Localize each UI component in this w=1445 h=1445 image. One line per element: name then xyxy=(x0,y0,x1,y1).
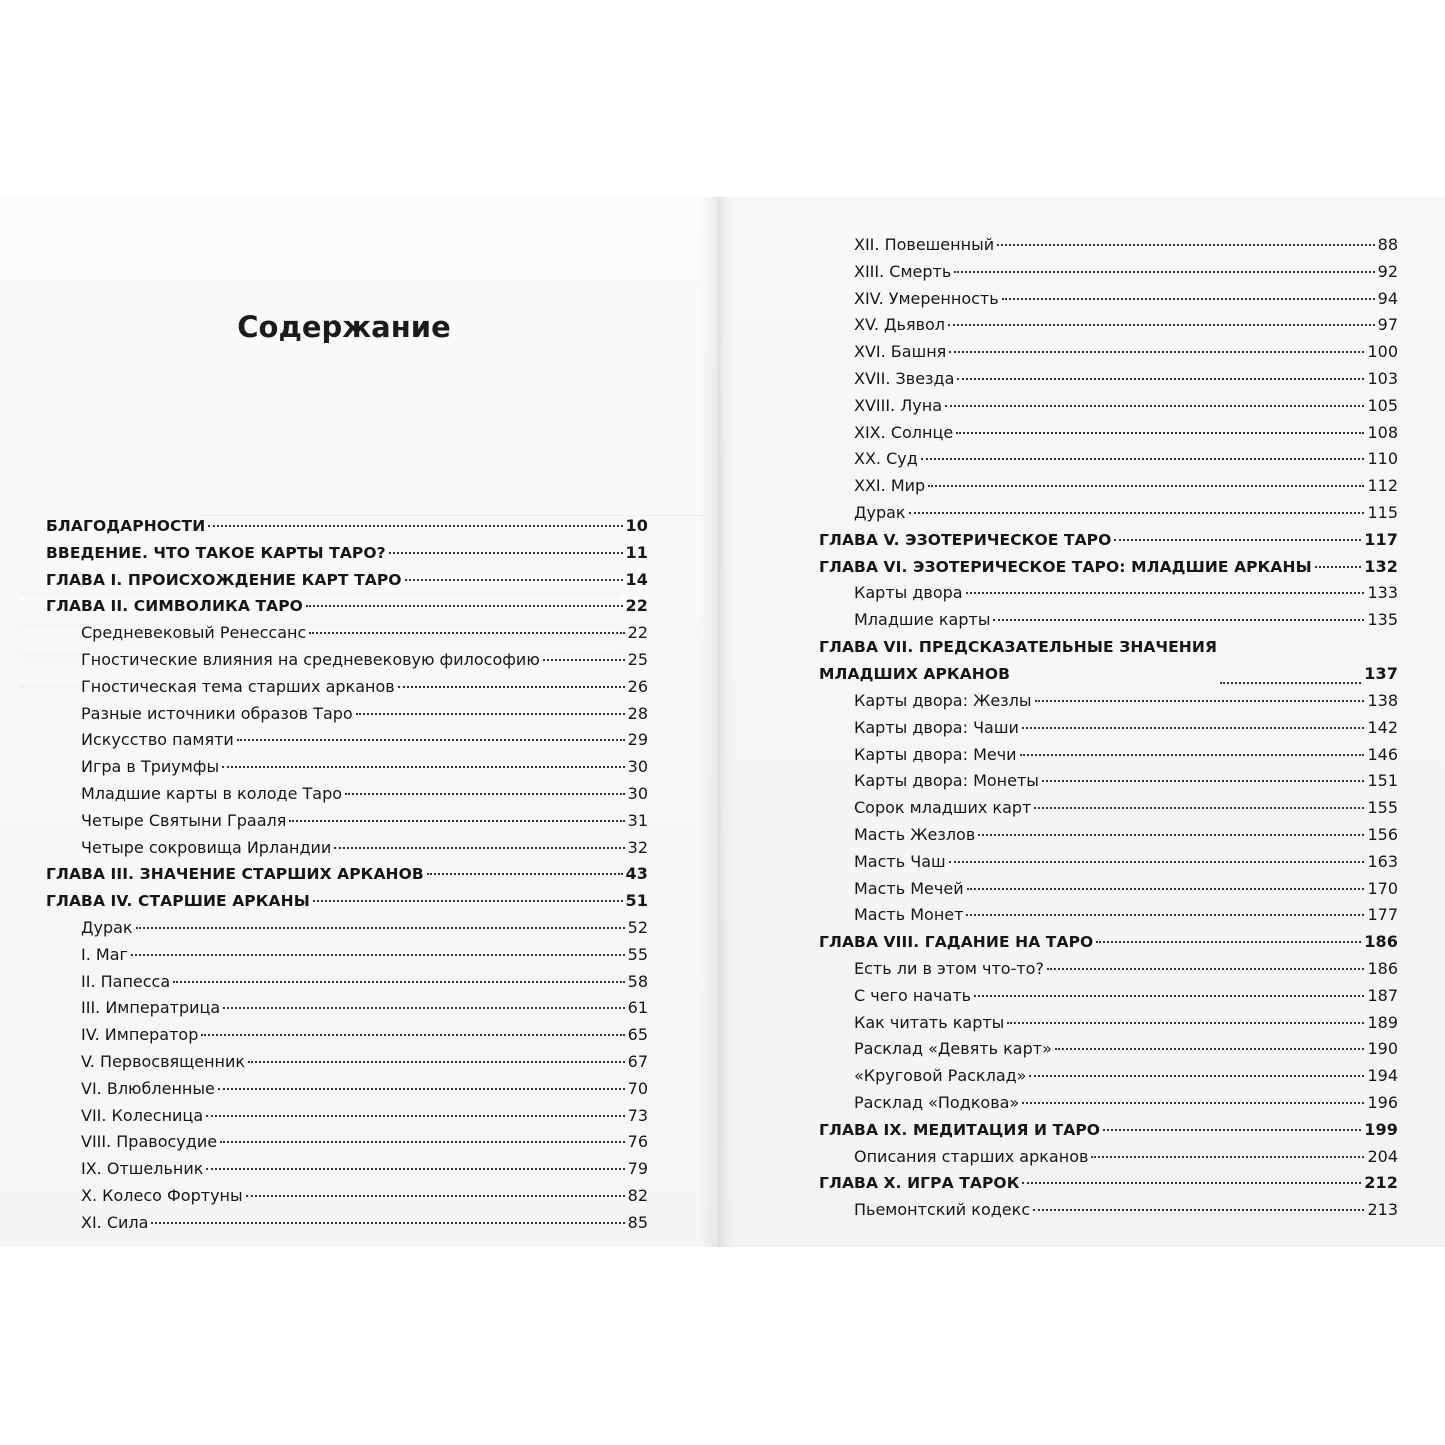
toc-entry-label: Есть ли в этом что-то? xyxy=(854,958,1044,978)
toc-page-number: 142 xyxy=(1367,717,1398,737)
book-spread xyxy=(0,197,1445,1247)
toc-entry-label: Младшие карты в колоде Таро xyxy=(81,783,343,803)
toc-entry-label: Четыре Святыни Грааля xyxy=(81,810,287,830)
dot-leader xyxy=(1034,807,1364,809)
toc-section-entry xyxy=(819,742,1398,769)
toc-entry-label: Описания старших арканов xyxy=(854,1146,1089,1166)
toc-page-number: 97 xyxy=(1377,315,1398,335)
toc-page-number: 103 xyxy=(1367,368,1398,388)
toc-entry-label: IX. Отшельник xyxy=(81,1159,204,1179)
toc-page-number: 61 xyxy=(627,998,648,1018)
toc-entry-label-line2: МЛАДШИХ АРКАНОВ xyxy=(819,664,1011,683)
toc-left-column xyxy=(46,513,648,1237)
toc-page-number: 67 xyxy=(627,1051,648,1071)
toc-page-number: 65 xyxy=(627,1025,648,1045)
toc-entry-label: XII. Повешенный xyxy=(854,235,995,254)
toc-chapter-entry xyxy=(819,1117,1398,1144)
dot-leader xyxy=(949,351,1364,353)
toc-entry-label: Младшие карты xyxy=(854,610,991,630)
toc-section-entry xyxy=(819,768,1398,795)
toc-section-entry xyxy=(46,1076,648,1103)
dot-leader xyxy=(997,244,1375,246)
toc-entry-label: Дурак xyxy=(81,917,133,937)
toc-chapter-entry xyxy=(46,861,648,888)
toc-section-entry xyxy=(819,1010,1398,1037)
toc-entry-label: ВВЕДЕНИЕ. ЧТО ТАКОЕ КАРТЫ ТАРО? xyxy=(46,543,386,562)
toc-entry-label: ГЛАВА V. ЭЗОТЕРИЧЕСКОЕ ТАРО xyxy=(819,530,1112,549)
dot-leader xyxy=(218,1088,625,1090)
toc-section-entry xyxy=(819,393,1398,420)
toc-entry-label: X. Колесо Фортуны xyxy=(81,1185,243,1205)
toc-entry-label: ГЛАВА II. СИМВОЛИКА ТАРО xyxy=(46,597,303,616)
toc-entry-label: Масть Чаш xyxy=(854,851,946,871)
toc-right-column xyxy=(819,232,1398,1224)
toc-section-entry xyxy=(819,876,1398,903)
dot-leader xyxy=(1020,754,1365,756)
toc-page-number: 58 xyxy=(627,971,648,991)
toc-section-entry xyxy=(819,902,1398,929)
dot-leader xyxy=(1096,941,1361,943)
toc-entry-label: VI. Влюбленные xyxy=(81,1078,215,1098)
toc-section-entry xyxy=(819,286,1398,313)
dot-leader xyxy=(220,1141,625,1143)
dot-leader xyxy=(306,605,623,607)
dot-leader xyxy=(356,713,625,715)
toc-entry-label: ГЛАВА VI. ЭЗОТЕРИЧЕСКОЕ ТАРО: МЛАДШИЕ АРКАНЫ xyxy=(819,557,1312,576)
toc-section-entry xyxy=(819,822,1398,849)
dot-leader xyxy=(427,873,623,875)
toc-section-entry xyxy=(46,1129,648,1156)
toc-page-number: 177 xyxy=(1367,905,1398,925)
dot-leader xyxy=(921,458,1365,460)
toc-page-number: 31 xyxy=(627,810,648,830)
toc-page-number: 187 xyxy=(1367,985,1398,1005)
dot-leader xyxy=(223,1007,624,1009)
dot-leader xyxy=(1055,1048,1365,1050)
toc-section-entry xyxy=(819,446,1398,473)
toc-section-entry xyxy=(819,339,1398,366)
toc-section-entry xyxy=(819,312,1398,339)
dot-leader xyxy=(389,552,623,554)
dot-leader xyxy=(1220,682,1361,684)
toc-page-number: 135 xyxy=(1367,610,1398,630)
toc-page-number: 199 xyxy=(1364,1119,1398,1139)
toc-entry-label: Расклад «Подкова» xyxy=(854,1092,1020,1112)
toc-page-number: 82 xyxy=(627,1185,648,1205)
toc-page-number: 196 xyxy=(1367,1092,1398,1112)
dot-leader xyxy=(131,954,625,956)
toc-section-entry xyxy=(819,1090,1398,1117)
toc-entry-label: Средневековый Ренессанс xyxy=(81,623,307,643)
toc-section-entry xyxy=(46,1022,648,1049)
toc-page-number: 29 xyxy=(627,730,648,750)
toc-chapter-entry xyxy=(819,929,1398,956)
toc-page-number: 156 xyxy=(1367,824,1398,844)
toc-page-number: 94 xyxy=(1377,288,1398,308)
toc-entry-label: Карты двора: Монеты xyxy=(854,771,1039,791)
toc-section-entry xyxy=(46,915,648,942)
dot-leader xyxy=(949,861,1365,863)
toc-page-number: 163 xyxy=(1367,851,1398,871)
dot-leader xyxy=(313,900,623,902)
dot-leader xyxy=(966,592,1365,594)
toc-entry-label: II. Папесса xyxy=(81,971,171,991)
toc-chapter-entry xyxy=(819,554,1398,581)
toc-entry-label: БЛАГОДАРНОСТИ xyxy=(46,517,206,535)
dot-leader xyxy=(405,579,623,581)
dot-leader xyxy=(543,659,625,661)
toc-section-entry xyxy=(819,366,1398,393)
toc-page-number: 30 xyxy=(627,783,648,803)
dot-leader xyxy=(206,1115,625,1117)
toc-page-number: 186 xyxy=(1364,932,1398,952)
toc-chapter-entry xyxy=(819,634,1398,688)
toc-entry-label: Карты двора: Жезлы xyxy=(854,690,1032,710)
toc-entry-label: XVII. Звезда xyxy=(854,368,955,388)
toc-page-number: 100 xyxy=(1367,342,1398,362)
toc-page-number: 85 xyxy=(627,1212,648,1232)
dot-leader xyxy=(1022,1102,1364,1104)
dot-leader xyxy=(1315,566,1362,568)
dot-leader xyxy=(206,1168,624,1170)
toc-entry-label: Масть Жезлов xyxy=(854,824,976,844)
toc-page-number: 28 xyxy=(627,703,648,723)
toc-page-number: 30 xyxy=(627,757,648,777)
dot-leader xyxy=(1022,727,1365,729)
dot-leader xyxy=(957,378,1364,380)
toc-page-number: 155 xyxy=(1367,798,1398,818)
toc-page-number: 70 xyxy=(627,1078,648,1098)
dot-leader xyxy=(208,525,622,527)
dot-leader xyxy=(222,766,625,768)
dot-leader xyxy=(928,485,1364,487)
toc-section-entry xyxy=(819,232,1398,259)
toc-chapter-entry xyxy=(46,513,648,540)
toc-section-entry xyxy=(819,715,1398,742)
toc-section-entry xyxy=(46,1103,648,1130)
page-title: Содержание xyxy=(237,310,451,344)
toc-page-number: 108 xyxy=(1367,422,1398,442)
toc-page-number: 212 xyxy=(1364,1173,1398,1193)
toc-section-entry xyxy=(819,1063,1398,1090)
dot-leader xyxy=(1033,1209,1364,1211)
toc-entry-label: Карты двора: Мечи xyxy=(854,744,1017,764)
toc-entry-label: Масть Мечей xyxy=(854,878,964,898)
toc-entry-label: XIX. Солнце xyxy=(854,422,954,442)
toc-section-entry xyxy=(46,1210,648,1237)
left-page xyxy=(0,197,718,1247)
toc-section-entry xyxy=(819,795,1398,822)
dot-leader xyxy=(173,981,624,983)
toc-entry-label: Разные источники образов Таро xyxy=(81,703,353,723)
dot-leader xyxy=(1047,968,1365,970)
toc-entry-label: ГЛАВА I. ПРОИСХОЖДЕНИЕ КАРТ ТАРО xyxy=(46,570,402,589)
toc-page-number: 146 xyxy=(1367,744,1398,764)
dot-leader xyxy=(398,686,625,688)
toc-page-number: 32 xyxy=(627,837,648,857)
toc-page-number: 138 xyxy=(1367,690,1398,710)
toc-section-entry xyxy=(819,983,1398,1010)
toc-page-number: 25 xyxy=(627,649,648,669)
toc-section-entry xyxy=(46,1049,648,1076)
dot-leader xyxy=(334,847,624,849)
dot-leader xyxy=(136,927,625,929)
toc-section-entry xyxy=(819,1036,1398,1063)
toc-page-number: 73 xyxy=(627,1105,648,1125)
toc-entry-label: ГЛАВА X. ИГРА ТАРОК xyxy=(819,1174,1020,1193)
toc-entry-label-line1: ГЛАВА VII. ПРЕДСКАЗАТЕЛЬНЫЕ ЗНАЧЕНИЯ xyxy=(819,637,1217,656)
toc-page-number: 112 xyxy=(1367,476,1398,496)
toc-page-number: 137 xyxy=(1364,664,1398,684)
toc-page-number: 170 xyxy=(1367,878,1398,898)
toc-page-number: 11 xyxy=(625,542,648,562)
toc-entry-label: Сорок младших карт xyxy=(854,798,1032,818)
toc-entry-label: XX. Суд xyxy=(854,449,918,469)
toc-page-number: 92 xyxy=(1377,261,1398,281)
toc-section-entry xyxy=(46,701,648,728)
toc-chapter-entry xyxy=(819,527,1398,554)
toc-section-entry xyxy=(819,500,1398,527)
toc-page-number: 213 xyxy=(1367,1200,1398,1220)
dot-leader xyxy=(201,1034,624,1036)
toc-page-number: 204 xyxy=(1367,1146,1398,1166)
toc-section-entry xyxy=(46,808,648,835)
toc-entry-label: V. Первосвященник xyxy=(81,1051,246,1071)
toc-entry-label: Карты двора xyxy=(854,583,963,603)
dot-leader xyxy=(246,1195,625,1197)
toc-section-entry xyxy=(819,580,1398,607)
dot-leader xyxy=(1022,1182,1361,1184)
toc-page-number: 79 xyxy=(627,1159,648,1179)
toc-section-entry xyxy=(46,995,648,1022)
dot-leader xyxy=(289,820,624,822)
toc-page-number: 133 xyxy=(1367,583,1398,603)
dot-leader xyxy=(1029,1075,1364,1077)
toc-entry-label: Четыре сокровища Ирландии xyxy=(81,837,332,857)
toc-section-entry xyxy=(819,1197,1398,1224)
toc-entry-label: Гностическая тема старших арканов xyxy=(81,676,395,696)
toc-section-entry xyxy=(46,835,648,862)
toc-entry-label: XVI. Башня xyxy=(854,342,947,362)
dot-leader xyxy=(945,405,1364,407)
right-page xyxy=(718,197,1445,1247)
toc-entry-label: XVIII. Луна xyxy=(854,395,942,415)
dot-leader xyxy=(948,324,1375,326)
toc-section-entry xyxy=(46,969,648,996)
toc-entry-label xyxy=(819,634,1217,688)
toc-entry-label: XI. Сила xyxy=(81,1212,149,1232)
dot-leader xyxy=(956,432,1364,434)
toc-chapter-entry xyxy=(46,593,648,620)
toc-section-entry xyxy=(46,727,648,754)
toc-page-number: 10 xyxy=(625,516,648,535)
toc-section-entry xyxy=(46,781,648,808)
toc-section-entry xyxy=(819,1144,1398,1171)
toc-page-number: 186 xyxy=(1367,958,1398,978)
toc-chapter-entry xyxy=(46,567,648,594)
toc-page-number: 43 xyxy=(625,864,648,884)
dot-leader xyxy=(974,995,1364,997)
toc-section-entry xyxy=(46,674,648,701)
toc-entry-label: VIII. Правосудие xyxy=(81,1132,218,1152)
toc-entry-label: Как читать карты xyxy=(854,1012,1005,1032)
toc-entry-label: ГЛАВА VIII. ГАДАНИЕ НА ТАРО xyxy=(819,933,1094,952)
toc-page-number: 194 xyxy=(1367,1066,1398,1086)
toc-section-entry xyxy=(46,1156,648,1183)
dot-leader xyxy=(1091,1156,1364,1158)
toc-entry-label: III. Императрица xyxy=(81,998,221,1018)
toc-section-entry xyxy=(819,473,1398,500)
dot-leader xyxy=(1114,539,1361,541)
toc-section-entry xyxy=(819,688,1398,715)
toc-entry-label: XIII. Смерть xyxy=(854,261,952,281)
toc-entry-label: XV. Дьявол xyxy=(854,315,946,335)
dot-leader xyxy=(248,1061,625,1063)
toc-section-entry xyxy=(46,942,648,969)
toc-entry-label: «Круговой Расклад» xyxy=(854,1066,1027,1086)
toc-page-number: 190 xyxy=(1367,1039,1398,1059)
toc-entry-label: Масть Монет xyxy=(854,905,964,925)
dot-leader xyxy=(1103,1129,1361,1131)
toc-page-number: 110 xyxy=(1367,449,1398,469)
dot-leader xyxy=(993,619,1364,621)
toc-chapter-entry xyxy=(819,1170,1398,1197)
toc-page-number: 22 xyxy=(625,596,648,616)
dot-leader xyxy=(1007,1022,1364,1024)
toc-entry-label: ГЛАВА IX. МЕДИТАЦИЯ И ТАРО xyxy=(819,1120,1101,1139)
toc-page-number: 151 xyxy=(1367,771,1398,791)
toc-page-number: 52 xyxy=(627,917,648,937)
toc-section-entry xyxy=(819,420,1398,447)
book-gutter xyxy=(700,197,736,1247)
toc-page-number: 115 xyxy=(1367,502,1398,522)
dot-leader xyxy=(237,739,625,741)
toc-entry-label: XXI. Мир xyxy=(854,476,926,496)
dot-leader xyxy=(954,271,1374,273)
toc-entry-label: XIV. Умеренность xyxy=(854,288,999,308)
toc-page-number: 55 xyxy=(627,944,648,964)
toc-page-number: 117 xyxy=(1364,529,1398,549)
dot-leader xyxy=(1002,298,1375,300)
toc-section-entry xyxy=(819,956,1398,983)
dot-leader xyxy=(151,1222,624,1224)
dot-leader xyxy=(966,914,1364,916)
toc-chapter-entry xyxy=(46,540,648,567)
toc-entry-label: Искусство памяти xyxy=(81,730,234,750)
toc-page-number: 105 xyxy=(1367,395,1398,415)
dot-leader xyxy=(309,632,624,634)
toc-entry-label: С чего начать xyxy=(854,985,972,1005)
toc-entry-label: I. Маг xyxy=(81,944,128,964)
dot-leader xyxy=(978,834,1364,836)
toc-page-number: 26 xyxy=(627,676,648,696)
toc-entry-label: Гностические влияния на средневековую философию xyxy=(81,649,540,669)
toc-page-number: 22 xyxy=(627,623,648,643)
toc-page-number: 189 xyxy=(1367,1012,1398,1032)
toc-chapter-entry xyxy=(46,888,648,915)
toc-entry-label: Игра в Триумфы xyxy=(81,757,220,777)
toc-page-number: 51 xyxy=(625,891,648,911)
dot-leader xyxy=(909,512,1365,514)
toc-section-entry xyxy=(819,607,1398,634)
toc-section-entry xyxy=(46,1183,648,1210)
dot-leader xyxy=(967,888,1365,890)
toc-section-entry xyxy=(46,647,648,674)
dot-leader xyxy=(1042,780,1365,782)
toc-section-entry xyxy=(819,259,1398,286)
toc-entry-label: ГЛАВА IV. СТАРШИЕ АРКАНЫ xyxy=(46,892,310,911)
toc-section-entry xyxy=(46,620,648,647)
toc-entry-label: ГЛАВА III. ЗНАЧЕНИЕ СТАРШИХ АРКАНОВ xyxy=(46,865,424,884)
toc-page-number: 14 xyxy=(625,569,648,589)
toc-page-number: 88 xyxy=(1377,235,1398,254)
toc-entry-label: Дурак xyxy=(854,502,906,522)
toc-page-number: 132 xyxy=(1364,556,1398,576)
dot-leader xyxy=(1035,700,1365,702)
toc-entry-label: Пьемонтский кодекс xyxy=(854,1200,1031,1220)
toc-entry-label: Расклад «Девять карт» xyxy=(854,1039,1052,1059)
dot-leader xyxy=(345,793,625,795)
toc-page-number: 76 xyxy=(627,1132,648,1152)
toc-entry-label: Карты двора: Чаши xyxy=(854,717,1019,737)
toc-section-entry xyxy=(46,754,648,781)
toc-entry-label: IV. Император xyxy=(81,1025,199,1045)
toc-section-entry xyxy=(819,849,1398,876)
toc-entry-label: VII. Колесница xyxy=(81,1105,204,1125)
